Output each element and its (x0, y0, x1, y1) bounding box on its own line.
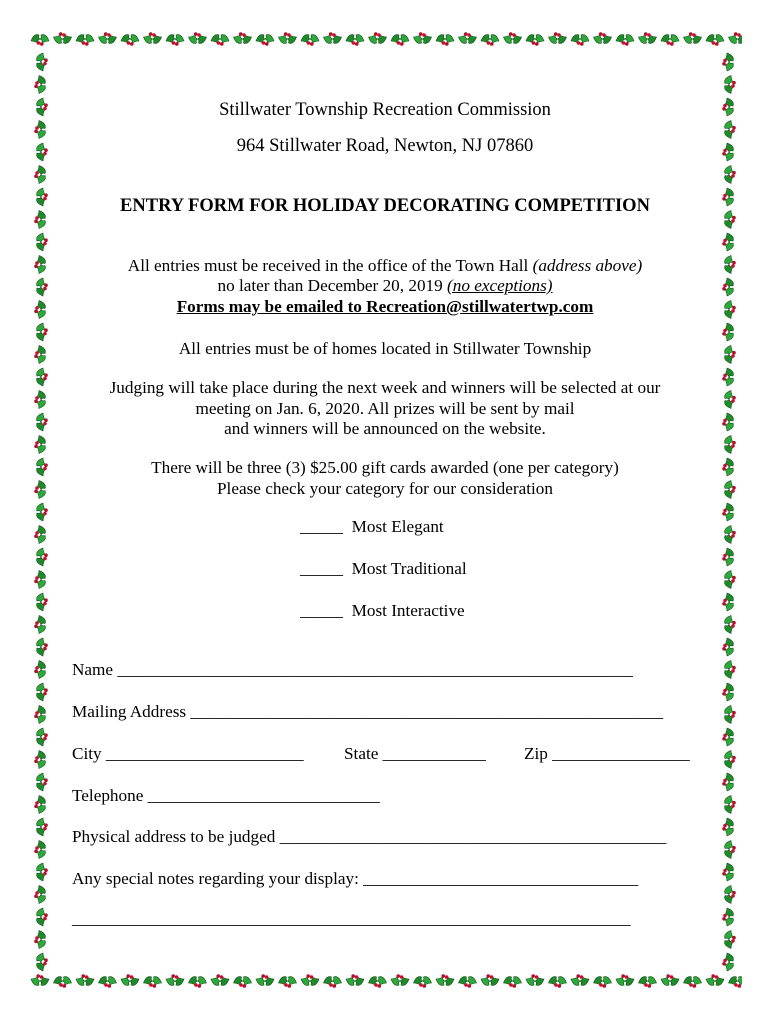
holly-sprig-icon (725, 481, 736, 499)
category-most-interactive[interactable] (300, 600, 465, 621)
holly-sprig-icon (684, 32, 702, 43)
holly-sprig-icon (722, 278, 733, 296)
category-checkbox-blank[interactable]: _____ (300, 601, 343, 620)
holly-sprig-icon (725, 616, 736, 634)
holly-sprig-icon (391, 35, 409, 46)
category-label: Most Traditional (351, 559, 467, 578)
holly-sprig-icon (34, 166, 45, 184)
holly-sprig-icon (37, 53, 48, 71)
holly-sprig-icon (37, 143, 48, 161)
holly-sprig-icon (189, 977, 207, 988)
holly-sprig-icon (34, 796, 45, 814)
holly-sprig-icon (616, 35, 634, 46)
physical-address-field[interactable]: Physical address to be judged _____________________________________________ (72, 827, 667, 846)
city-field[interactable]: City _______________________ (72, 744, 304, 763)
holly-sprig-icon (54, 977, 72, 988)
holly-sprig-icon (37, 818, 48, 836)
holly-sprig-icon (121, 35, 139, 46)
holly-sprig-icon (571, 35, 589, 46)
holly-sprig-icon (594, 32, 612, 43)
instructions-line-2 (60, 275, 710, 296)
holly-sprig-icon (37, 368, 48, 386)
holly-sprig-icon (725, 436, 736, 454)
holly-sprig-icon (34, 346, 45, 364)
holly-sprig-icon (37, 503, 48, 521)
holly-sprig-icon (144, 977, 162, 988)
holly-sprig-icon (34, 256, 45, 274)
judging-line-2: meeting on Jan. 6, 2020. All prizes will be sent by mail (195, 399, 575, 418)
form-title: ENTRY FORM FOR HOLIDAY DECORATING COMPETITION (120, 196, 650, 216)
holly-sprig-icon (725, 526, 736, 544)
holly-sprig-icon (616, 974, 634, 985)
special-notes-extra-line[interactable]: _________________________________________________________________ (72, 909, 631, 928)
state-field[interactable]: State ____________ (344, 744, 486, 763)
holly-border-top (28, 26, 742, 52)
holly-sprig-icon (481, 35, 499, 46)
holly-sprig-icon (725, 796, 736, 814)
holly-sprig-icon (481, 974, 499, 985)
holly-sprig-icon (549, 977, 567, 988)
holly-sprig-icon (234, 32, 252, 43)
holly-sprig-icon (37, 98, 48, 116)
residency-rule: All entries must be of homes located in Stillwater Township (178, 339, 592, 358)
holly-sprig-icon (722, 503, 733, 521)
holly-sprig-icon (37, 593, 48, 611)
mailing-address-field[interactable]: Mailing Address _______________________________________________________ (72, 702, 664, 721)
holly-sprig-icon (639, 977, 657, 988)
holly-sprig-icon (121, 974, 139, 985)
holly-sprig-icon (37, 413, 48, 431)
holly-sprig-icon (346, 35, 364, 46)
holly-sprig-icon (37, 323, 48, 341)
holly-sprig-icon (34, 436, 45, 454)
holly-sprig-icon (37, 638, 48, 656)
holly-sprig-icon (76, 974, 94, 985)
holly-sprig-icon (725, 841, 736, 859)
holly-sprig-icon (34, 76, 45, 94)
holly-sprig-icon (234, 977, 252, 988)
judging-line-1: Judging will take place during the next week and winners will be selected at our (109, 378, 661, 397)
holly-sprig-icon (526, 35, 544, 46)
holly-sprig-icon (722, 593, 733, 611)
instructions-line-2-text: no later than December 20, 2019 (217, 276, 448, 295)
holly-sprig-icon (722, 458, 733, 476)
holly-sprig-icon (725, 211, 736, 229)
telephone-field[interactable]: Telephone ___________________________ (72, 786, 380, 805)
holly-sprig-icon (725, 121, 736, 139)
holly-sprig-icon (37, 728, 48, 746)
holly-sprig-icon (722, 188, 733, 206)
holly-sprig-icon (37, 908, 48, 926)
holly-sprig-icon (301, 974, 319, 985)
holly-sprig-icon (189, 32, 207, 43)
holly-sprig-icon (34, 301, 45, 319)
name-field[interactable]: Name ____________________________________________________________ (72, 660, 633, 679)
holly-sprig-icon (722, 728, 733, 746)
holly-sprig-icon (34, 931, 45, 949)
instructions-line-1-note: (address above) (532, 256, 643, 275)
holly-sprig-icon (722, 98, 733, 116)
holly-sprig-icon (725, 706, 736, 724)
holly-sprig-icon (722, 953, 733, 971)
holly-sprig-icon (414, 32, 432, 43)
holly-sprig-icon (661, 974, 679, 985)
organization-name: Stillwater Township Recreation Commission (219, 100, 551, 120)
holly-sprig-icon (37, 188, 48, 206)
holly-sprig-icon (211, 35, 229, 46)
organization-address: 964 Stillwater Road, Newton, NJ 07860 (236, 136, 534, 156)
zip-field[interactable]: Zip ________________ (524, 744, 690, 763)
holly-sprig-icon (722, 863, 733, 881)
holly-sprig-icon (459, 32, 477, 43)
holly-sprig-icon (725, 166, 736, 184)
instructions-line-1 (60, 255, 710, 276)
holly-sprig-icon (459, 977, 477, 988)
holly-sprig-icon (725, 571, 736, 589)
holly-sprig-icon (34, 751, 45, 769)
holly-sprig-icon (369, 32, 387, 43)
holly-sprig-icon (391, 974, 409, 985)
holly-sprig-icon (722, 143, 733, 161)
holly-sprig-icon (661, 35, 679, 46)
holly-sprig-icon (722, 368, 733, 386)
holly-sprig-icon (725, 346, 736, 364)
holly-sprig-icon (722, 548, 733, 566)
holly-sprig-icon (504, 977, 522, 988)
category-checkbox-blank[interactable]: _____ (300, 517, 343, 536)
holly-sprig-icon (722, 818, 733, 836)
holly-sprig-icon (722, 323, 733, 341)
holly-sprig-icon (34, 211, 45, 229)
holly-sprig-icon (211, 974, 229, 985)
holly-sprig-icon (369, 977, 387, 988)
holly-sprig-icon (99, 977, 117, 988)
holly-sprig-icon (256, 974, 274, 985)
holly-sprig-icon (639, 32, 657, 43)
instructions-line-2-note: (no exceptions) (447, 276, 553, 295)
holly-sprig-icon (526, 974, 544, 985)
category-label: Most Interactive (351, 601, 465, 620)
category-most-elegant[interactable] (300, 516, 444, 537)
category-most-traditional[interactable] (300, 558, 467, 579)
holly-sprig-icon (722, 53, 733, 71)
holly-sprig-icon (54, 32, 72, 43)
holly-sprig-icon (571, 974, 589, 985)
holly-sprig-icon (34, 121, 45, 139)
holly-sprig-icon (504, 32, 522, 43)
holly-sprig-icon (37, 683, 48, 701)
holly-sprig-icon (37, 458, 48, 476)
holly-sprig-icon (594, 977, 612, 988)
holly-sprig-icon (722, 233, 733, 251)
holly-sprig-icon (436, 35, 454, 46)
holly-sprig-icon (722, 908, 733, 926)
holly-sprig-icon (37, 278, 48, 296)
holly-sprig-icon (725, 391, 736, 409)
holly-sprig-icon (684, 977, 702, 988)
holly-sprig-icon (722, 773, 733, 791)
holly-sprig-icon (37, 773, 48, 791)
holly-sprig-icon (279, 977, 297, 988)
holly-sprig-icon (34, 841, 45, 859)
holly-sprig-icon (346, 974, 364, 985)
holly-sprig-icon (725, 931, 736, 949)
holly-sprig-icon (725, 76, 736, 94)
holly-sprig-icon (324, 977, 342, 988)
holly-sprig-icon (725, 751, 736, 769)
holly-border-right (716, 26, 742, 994)
holly-border-left (28, 26, 54, 994)
holly-sprig-icon (166, 974, 184, 985)
prizes-line-1: There will be three (3) $25.00 gift cards awarded (one per category) (151, 458, 619, 477)
holly-sprig-icon (34, 616, 45, 634)
holly-sprig-icon (34, 391, 45, 409)
holly-sprig-icon (144, 32, 162, 43)
instructions-line-1-text: All entries must be received in the office of the Town Hall (127, 256, 533, 275)
holly-sprig-icon (34, 661, 45, 679)
category-label: Most Elegant (351, 517, 444, 536)
holly-sprig-icon (166, 35, 184, 46)
holly-sprig-icon (549, 32, 567, 43)
holly-sprig-icon (37, 953, 48, 971)
email-instructions: Forms may be emailed to Recreation@stillwatertwp.com (176, 297, 594, 316)
holly-sprig-icon (725, 301, 736, 319)
holly-sprig-icon (99, 32, 117, 43)
holly-sprig-icon (256, 35, 274, 46)
holly-sprig-icon (414, 977, 432, 988)
holly-sprig-icon (34, 526, 45, 544)
holly-sprig-icon (722, 413, 733, 431)
holly-sprig-icon (76, 35, 94, 46)
holly-sprig-icon (722, 638, 733, 656)
holly-border-bottom (28, 968, 742, 994)
holly-sprig-icon (37, 233, 48, 251)
holly-sprig-icon (722, 683, 733, 701)
holly-sprig-icon (725, 886, 736, 904)
holly-sprig-icon (37, 863, 48, 881)
holly-sprig-icon (436, 974, 454, 985)
holly-sprig-icon (34, 706, 45, 724)
holly-sprig-icon (725, 661, 736, 679)
prizes-line-2: Please check your category for our consideration (217, 479, 553, 498)
category-checkbox-blank[interactable]: _____ (300, 559, 343, 578)
special-notes-field[interactable]: Any special notes regarding your display: ________________________________ (72, 869, 639, 888)
holly-sprig-icon (279, 32, 297, 43)
holly-sprig-icon (37, 548, 48, 566)
holly-sprig-icon (34, 481, 45, 499)
judging-line-3: and winners will be announced on the website. (224, 419, 546, 438)
holly-sprig-icon (725, 256, 736, 274)
holly-sprig-icon (34, 571, 45, 589)
holly-sprig-icon (301, 35, 319, 46)
holly-sprig-icon (324, 32, 342, 43)
holly-sprig-icon (34, 886, 45, 904)
